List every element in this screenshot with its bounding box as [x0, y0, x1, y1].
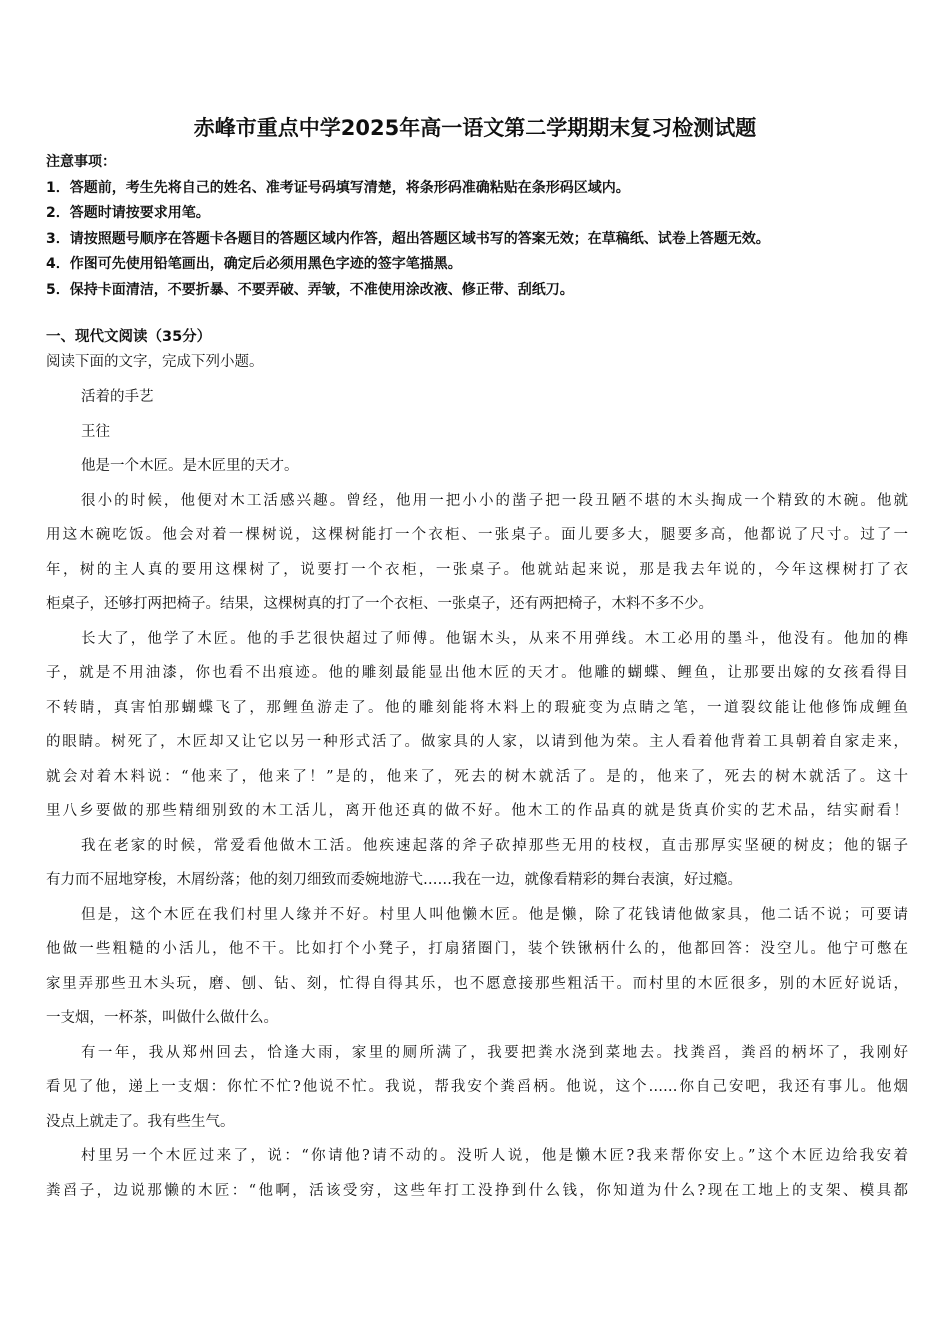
article-line: 不转睛，真害怕那蝴蝶飞了，那鲤鱼游走了。他的雕刻能将木料上的瑕疵变为点睛之笔，一道裂纹能让他修饰成鲤鱼 [46, 699, 908, 716]
article-line: 我在老家的时候，常爱看他做木工活。他疾速起落的斧子砍掉那些无用的枝杈，直击那厚实坚硬的树皮；他的锯子 [81, 837, 908, 854]
article-line: 一支烟，一杯茶，叫做什么做什么。 [46, 1010, 278, 1026]
article-line: 粪舀子，边说那懒的木匠：“他啊，活该受穷，这些年打工没挣到什么钱，你知道为什么?现在工地上的支架、模具都 [46, 1182, 908, 1199]
article-line: 就会对着木料说：“他来了，他来了！”是的，他来了，死去的树木就活了。是的，他来了，死去的树木就活了。这十 [46, 768, 908, 785]
article-line: 他是一个木匠。是木匠里的天才。 [81, 458, 299, 474]
article-line: 他做一些粗糙的小活儿，他不干。比如打个小凳子，打扇猪圈门，装个铁锹柄什么的，他都回答：没空儿。他宁可憋在 [46, 941, 908, 957]
article-line: 里八乡要做的那些精细别致的木工活儿，离开他还真的做不好。他木工的作品真的就是货真价实的艺术品，结实耐看！ [46, 803, 908, 819]
article-line: 柜桌子，还够打两把椅子。结果，这棵树真的打了一个衣柜、一张桌子，还有两把椅子，木料不多不少。 [46, 596, 713, 612]
notice-item: 4．作图可先使用铅笔画出，确定后必须用黑色字迹的签字笔描黑。 [46, 256, 462, 272]
article-line: 用这木碗吃饭。他会对着一棵树说，这棵树能打一个衣柜、一张桌子。面儿要多大，腿要多高，他都说了尺寸。过了一 [46, 527, 908, 543]
article-author: 王往 [81, 423, 110, 440]
section-instruction: 阅读下面的文字，完成下列小题。 [46, 354, 264, 370]
article-line: 有一年，我从郑州回去，恰逢大雨，家里的厕所满了，我要把粪水浇到菜地去。找粪舀，粪舀的柄坏了，我刚好 [81, 1044, 908, 1061]
document-title: 赤峰市重点中学2025年高一语文第二学期期末复习检测试题 [193, 116, 757, 140]
article-line: 长大了，他学了木匠。他的手艺很快超过了师傅。他锯木头，从来不用弹线。木工必用的墨斗，他没有。他加的榫 [81, 630, 908, 647]
notice-item: 3．请按照题号顺序在答题卡各题目的答题区域内作答，超出答题区域书写的答案无效；在草稿纸、试卷上答题无效。 [46, 230, 770, 247]
article-line: 有力而不屈地穿梭，木屑纷落；他的刻刀细致而委婉地游弋……我在一边，就像看精彩的舞台表演，好过瘾。 [46, 872, 742, 888]
notice-item: 1．答题前，考生先将自己的姓名、准考证号码填写清楚，将条形码准确粘贴在条形码区域内。 [46, 179, 630, 196]
article-line: 没点上就走了。我有些生气。 [46, 1113, 235, 1130]
article-line: 但是，这个木匠在我们村里人缘并不好。村里人叫他懒木匠。他是懒，除了花钱请他做家具，他二话不说；可要请 [81, 906, 908, 923]
notice-heading: 注意事项： [46, 154, 116, 170]
article-line: 年，树的主人真的要用这棵树了，说要打一个衣柜，一张桌子。他就站起来说，那是我去年说的，今年这棵树打了衣 [46, 561, 908, 578]
article-line: 的眼睛。树死了，木匠却又让它以另一种形式活了。做家具的人家，以请到他为荣。主人看着他背着工具朝着自家走来， [46, 734, 908, 750]
section-title: 一、现代文阅读（35分） [46, 329, 212, 345]
article-title: 活着的手艺 [81, 389, 154, 405]
notice-item: 2．答题时请按要求用笔。 [46, 205, 210, 221]
notice-block [46, 150, 916, 303]
article-body [46, 380, 908, 1208]
article-line: 看见了他，递上一支烟：你忙不忙?他说不忙。我说，帮我安个粪舀柄。他说，这个……你自己安吧，我还有事儿。他烟 [46, 1079, 908, 1095]
article-line: 子，就是不用油漆，你也看不出痕迹。他的雕刻最能显出他木匠的天才。他雕的蝴蝶、鲤鱼，让那要出嫁的女孩看得目 [46, 665, 908, 681]
article-line: 很小的时候，他便对木工活感兴趣。曾经，他用一把小小的凿子把一段丑陋不堪的木头掏成一个精致的木碗。他就 [81, 492, 908, 509]
notice-item: 5．保持卡面清洁，不要折暴、不要弄破、弄皱，不准使用涂改液、修正带、刮纸刀。 [46, 281, 574, 298]
article-line: 村里另一个木匠过来了，说：“你请他?请不动的。没听人说，他是懒木匠?我来帮你安上。”这个木匠边给我安着 [81, 1148, 908, 1164]
article-line: 家里弄那些丑木头玩，磨、刨、钻、刻，忙得自得其乐，也不愿意接那些粗活干。而村里的木匠很多，别的木匠好说话， [46, 975, 908, 992]
